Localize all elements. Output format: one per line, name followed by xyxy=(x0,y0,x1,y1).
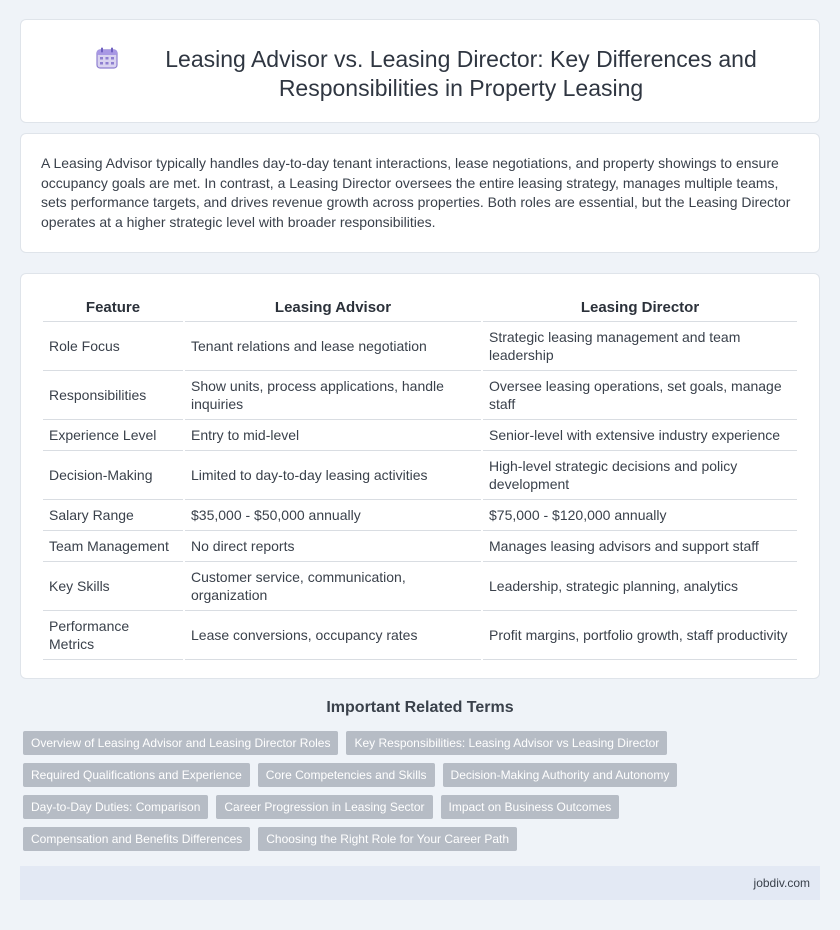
director-cell: Leadership, strategic planning, analytics xyxy=(483,562,797,611)
advisor-cell: Show units, process applications, handle inquiries xyxy=(185,371,481,420)
feature-cell: Role Focus xyxy=(43,322,183,371)
intro-card xyxy=(20,133,820,253)
table-row xyxy=(43,500,797,531)
table-row xyxy=(43,420,797,451)
related-term-tag[interactable]: Overview of Leasing Advisor and Leasing Director Roles xyxy=(23,731,338,755)
footer-site-link[interactable]: jobdiv.com xyxy=(753,876,810,890)
table-header-row xyxy=(43,294,797,322)
header-leasing-director: Leasing Director xyxy=(483,294,797,322)
table-row xyxy=(43,451,797,500)
director-cell: Strategic leasing management and team leadership xyxy=(483,322,797,371)
table-row xyxy=(43,611,797,660)
related-term-tag[interactable]: Impact on Business Outcomes xyxy=(441,795,620,819)
footer xyxy=(20,866,820,900)
related-term-tag[interactable]: Career Progression in Leasing Sector xyxy=(216,795,432,819)
related-term-tag[interactable]: Compensation and Benefits Differences xyxy=(23,827,250,851)
feature-cell: Decision-Making xyxy=(43,451,183,500)
advisor-cell: Tenant relations and lease negotiation xyxy=(185,322,481,371)
title-card xyxy=(20,19,820,123)
related-term-tag[interactable]: Required Qualifications and Experience xyxy=(23,763,250,787)
calendar-icon xyxy=(95,46,119,70)
advisor-cell: $35,000 - $50,000 annually xyxy=(185,500,481,531)
feature-cell: Experience Level xyxy=(43,420,183,451)
related-term-tag[interactable]: Decision-Making Authority and Autonomy xyxy=(443,763,678,787)
feature-cell: Key Skills xyxy=(43,562,183,611)
header-feature: Feature xyxy=(43,294,183,322)
director-cell: Senior-level with extensive industry experience xyxy=(483,420,797,451)
advisor-cell: Lease conversions, occupancy rates xyxy=(185,611,481,660)
related-term-tag[interactable]: Day-to-Day Duties: Comparison xyxy=(23,795,208,819)
related-terms-list xyxy=(23,731,823,859)
related-terms-heading: Important Related Terms xyxy=(326,699,514,716)
feature-cell: Salary Range xyxy=(43,500,183,531)
feature-cell: Responsibilities xyxy=(43,371,183,420)
director-cell: $75,000 - $120,000 annually xyxy=(483,500,797,531)
intro-paragraph: A Leasing Advisor typically handles day-to-day tenant interactions, lease negotiations, and property showings to ensure occupancy goals are met. In contrast, a Leasing Director oversees the entire leasing strategy, manages multiple teams, sets performance targets, and drives revenue growth across properties. Both roles are essential, but the Leasing Director operates at a higher strategic level with broader responsibilities. xyxy=(41,155,791,230)
related-term-tag[interactable]: Key Responsibilities: Leasing Advisor vs Leasing Director xyxy=(346,731,667,755)
page-title: Leasing Advisor vs. Leasing Director: Key Differences and Responsibilities in Property Leasing xyxy=(165,46,757,101)
table-row xyxy=(43,562,797,611)
director-cell: High-level strategic decisions and policy development xyxy=(483,451,797,500)
advisor-cell: Customer service, communication, organization xyxy=(185,562,481,611)
feature-cell: Team Management xyxy=(43,531,183,562)
director-cell: Profit margins, portfolio growth, staff productivity xyxy=(483,611,797,660)
advisor-cell: No direct reports xyxy=(185,531,481,562)
director-cell: Manages leasing advisors and support staff xyxy=(483,531,797,562)
comparison-card xyxy=(20,273,820,679)
header-leasing-advisor: Leasing Advisor xyxy=(185,294,481,322)
table-row xyxy=(43,322,797,371)
feature-cell: Performance Metrics xyxy=(43,611,183,660)
advisor-cell: Limited to day-to-day leasing activities xyxy=(185,451,481,500)
comparison-table xyxy=(41,294,799,660)
table-row xyxy=(43,531,797,562)
related-term-tag[interactable]: Core Competencies and Skills xyxy=(258,763,435,787)
related-term-tag[interactable]: Choosing the Right Role for Your Career Path xyxy=(258,827,517,851)
director-cell: Oversee leasing operations, set goals, manage staff xyxy=(483,371,797,420)
advisor-cell: Entry to mid-level xyxy=(185,420,481,451)
table-row xyxy=(43,371,797,420)
